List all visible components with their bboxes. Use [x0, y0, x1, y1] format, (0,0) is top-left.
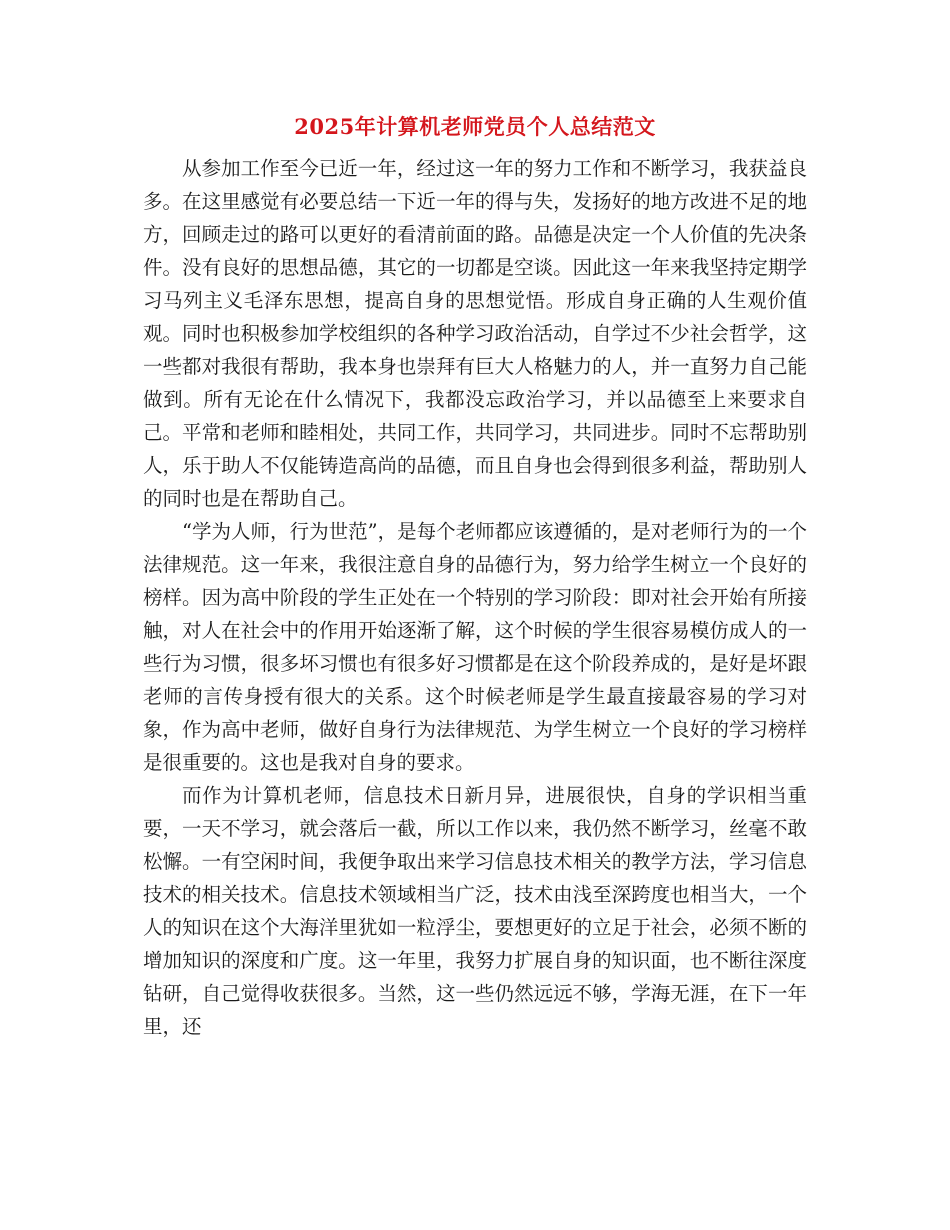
paragraph-2: “学为人师，行为世范”，是每个老师都应该遵循的，是对老师行为的一个法律规范。这一年来，我很注意自身的品德行为，努力给学生树立一个良好的榜样。因为高中阶段的学生正处在一个特别的学习阶段：即对社会开始有所接触，对人在社会中的作用开始逐渐了解，这个时候的学生很容易模仿成人的一些行为习惯，很多坏习惯也有很多好习惯都是在这个阶段养成的，是好是坏跟老师的言传身授有很大的关系。这个时候老师是学生最直接最容易的学习对象，作为高中老师，做好自身行为法律规范、为学生树立一个良好的学习榜样是很重要的。这也是我对自身的要求。 — [143, 520, 807, 774]
paragraph-3: 而作为计算机老师，信息技术日新月异，进展很快，自身的学识相当重要，一天不学习，就会落后一截，所以工作以来，我仍然不断学习，丝毫不敢松懈。一有空闲时间，我便争取出来学习信息技术相关的教学方法，学习信息技术的相关技术。信息技术领域相当广泛，技术由浅至深跨度也相当大，一个人的知识在这个大海洋里犹如一粒浮尘，要想更好的立足于社会，必须不断的增加知识的深度和广度。这一年里，我努力扩展自身的知识面，也不断往深度钻研，自己觉得收获很多。当然，这一些仍然远远不够，学海无涯，在下一年里，还 — [143, 784, 807, 1038]
document-body — [143, 152, 807, 1043]
paragraph-1: 从参加工作至今已近一年，经过这一年的努力工作和不断学习，我获益良多。在这里感觉有必要总结一下近一年的得与失，发扬好的地方改进不足的地方，回顾走过的路可以更好的看清前面的路。品德是决定一个人价值的先决条件。没有良好的思想品德，其它的一切都是空谈。因此这一年来我坚持定期学习马列主义毛泽东思想，提高自身的思想觉悟。形成自身正确的人生观价值观。同时也积极参加学校组织的各种学习政治活动，自学过不少社会哲学，这一些都对我很有帮助，我本身也崇拜有巨大人格魅力的人，并一直努力自己能做到。所有无论在什么情况下，我都没忘政治学习，并以品德至上来要求自己。平常和老师和睦相处，共同工作，共同学习，共同进步。同时不忘帮助别人，乐于助人不仅能铸造高尚的品德，而且自身也会得到很多利益，帮助别人的同时也是在帮助自己。 — [143, 157, 807, 510]
document-title: 2025年计算机老师党员个人总结范文 — [294, 114, 656, 139]
